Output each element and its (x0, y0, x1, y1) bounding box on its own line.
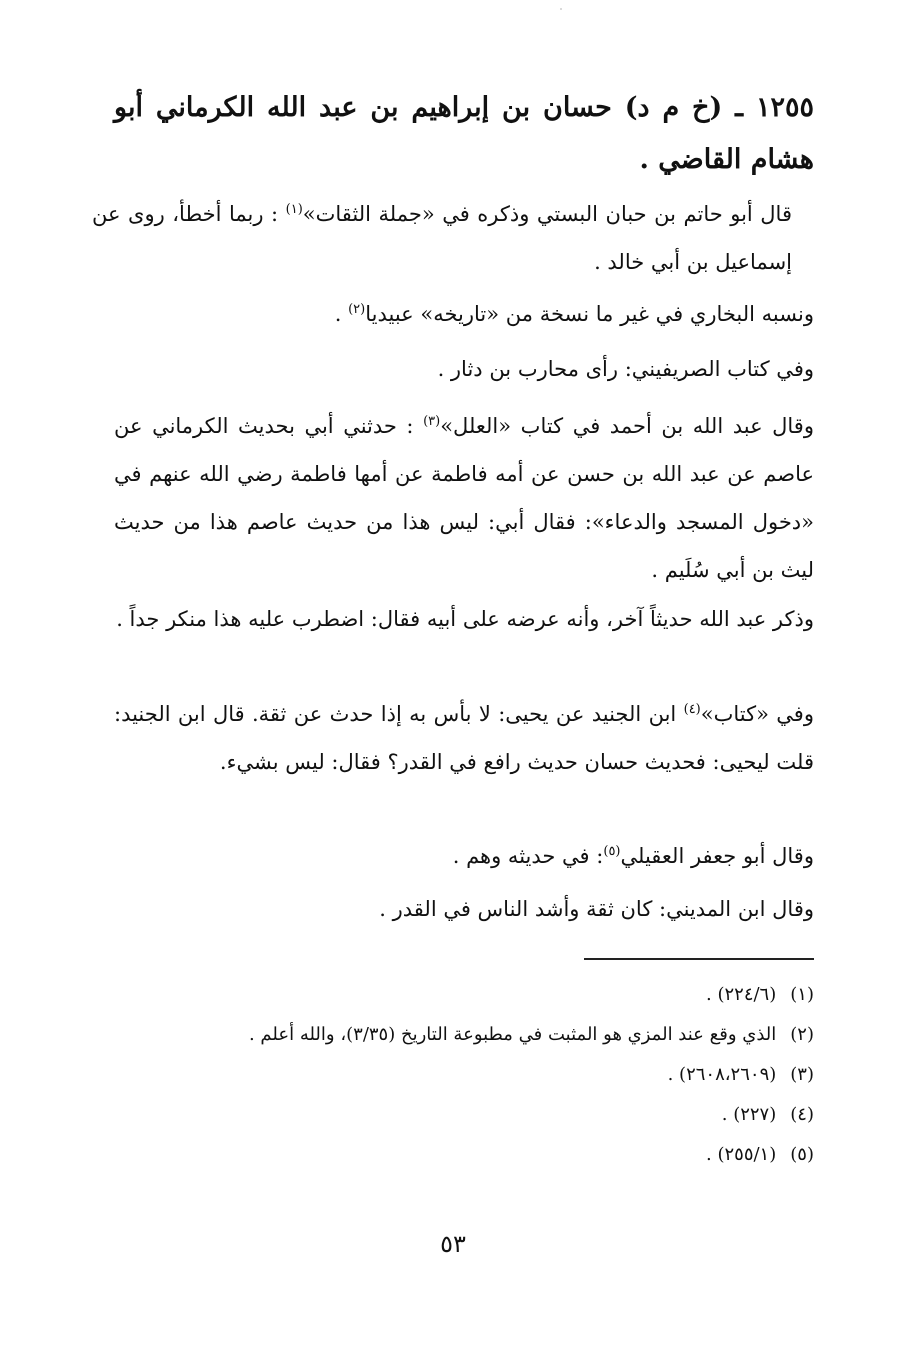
footnote-number: (١) (790, 984, 814, 1005)
footnote-ref-1: (١) (285, 202, 303, 217)
footnote-text: الذي وقع عند المزي هو المثبت في مطبوعة التاريخ (٣/٣٥)، والله أعلم . (248, 1024, 777, 1045)
footnote-1 (94, 975, 814, 1015)
paragraph-8-text: وقال ابن المديني: كان ثقة وأشد الناس في القدر . (379, 897, 814, 921)
paragraph-3-text: وفي كتاب الصريفيني: رأى محارب بن دثار . (437, 357, 814, 381)
footnotes (94, 975, 814, 1175)
footnote-5 (94, 1135, 814, 1175)
paragraph-3 (114, 345, 814, 393)
paragraph-5 (114, 595, 814, 643)
page-number: ٥٣ (440, 1230, 466, 1258)
footnote-text: (٢٢٤/٦) . (706, 984, 777, 1005)
paragraph-1-text-cont: : ربما أخطأ، روى عن إسماعيل بن أبي خالد . (92, 202, 792, 274)
paragraph-6-text: وفي «كتاب» (700, 702, 814, 726)
footnote-text: (٢٢٧) . (721, 1104, 777, 1125)
footnote-number: (٥) (790, 1144, 814, 1165)
paragraph-1-text: قال أبو حاتم بن حبان البستي وذكره في «جملة الثقات» (302, 202, 792, 226)
paragraph-6 (114, 690, 814, 786)
paragraph-2-text-cont: . (334, 302, 349, 326)
footnote-divider (584, 958, 814, 960)
footnote-number: (٢) (790, 1024, 814, 1045)
footnote-ref-2: (٢) (348, 302, 366, 317)
scan-speck (560, 8, 562, 10)
paragraph-2 (114, 290, 814, 338)
paragraph-7-text: وقال أبو جعفر العقيلي (620, 844, 814, 868)
footnote-ref-4: (٤) (683, 702, 701, 717)
paragraph-4-text-cont: : حدثني أبي بحديث الكرماني عن عاصم عن عبد الله بن حسن عن أمه فاطمة عن أمها فاطمة رضي الله عنهم في «دخول المسجد والدعاء»: فقال أبي: ليس هذا من حديث عاصم هذا من حديث ليث بن أبي سُلَيم . (114, 414, 814, 582)
footnote-ref-5: (٥) (603, 844, 621, 859)
paragraph-2-text: ونسبه البخاري في غير ما نسخة من «تاريخه» عبيديا (365, 302, 814, 326)
paragraph-7-text-cont: : في حديثه وهم . (452, 844, 604, 868)
footnote-number: (٣) (790, 1064, 814, 1085)
footnote-4 (94, 1095, 814, 1135)
paragraph-8 (114, 885, 814, 933)
paragraph-1 (92, 190, 814, 286)
footnote-2 (94, 1015, 814, 1055)
paragraph-5-text: وذكر عبد الله حديثاً آخر، وأنه عرضه على أبيه فقال: اضطرب عليه هذا منكر جداً . (116, 607, 814, 631)
footnote-3 (94, 1055, 814, 1095)
paragraph-4 (114, 402, 814, 594)
footnote-number: (٤) (790, 1104, 814, 1125)
footnote-ref-3: (٣) (423, 414, 441, 429)
footnote-text: (٢٦٠٨،٢٦٠٩) . (667, 1064, 777, 1085)
paragraph-7 (114, 832, 814, 880)
paragraph-4-text: وقال عبد الله بن أحمد في كتاب «العلل» (440, 414, 814, 438)
footnote-text: (٢٥٥/١) . (706, 1144, 777, 1165)
paragraph-6-text-cont: ابن الجنيد عن يحيى: لا بأس به إذا حدث عن ثقة. قال ابن الجنيد: قلت ليحيى: فحديث حسان حديث رافع في القدر؟ فقال: ليس بشيء. (114, 702, 814, 774)
entry-heading: ١٢٥٥ ـ (خ م د) حسان بن إبراهيم بن عبد الله الكرماني أبو هشام القاضي . (114, 92, 814, 175)
